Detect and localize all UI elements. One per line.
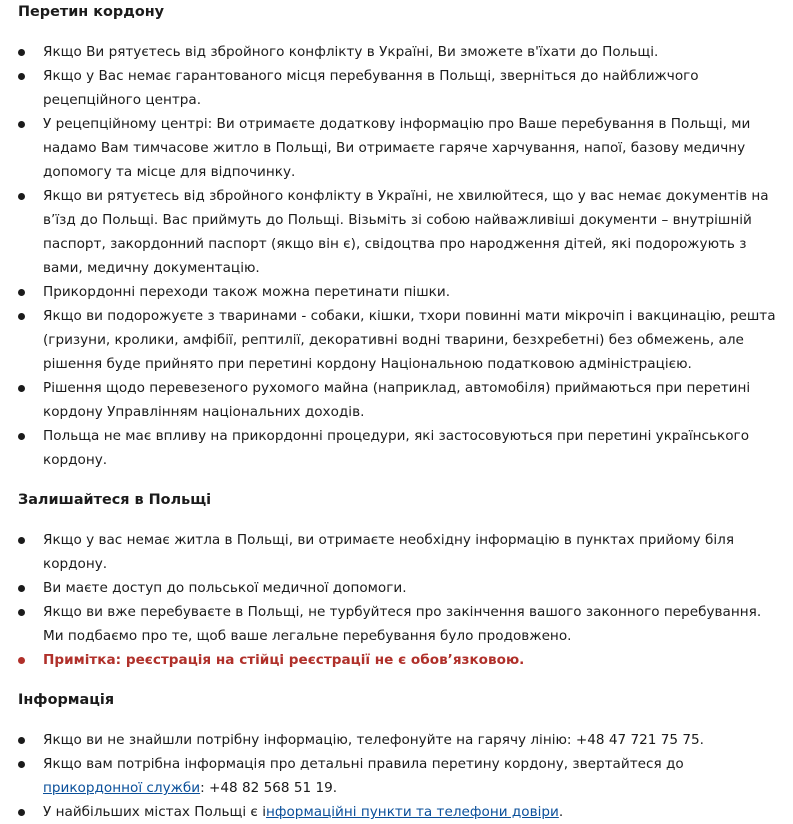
bullet-icon (18, 289, 25, 296)
list-item: Ви маєте доступ до польської медичної допомоги. (18, 576, 783, 600)
list-item: Рішення щодо перевезеного рухомого майна (наприклад, автомобіля) приймаються при перетині кордону Управлінням національних доходів. (18, 376, 783, 424)
stay-list (18, 528, 793, 672)
list-item: Якщо у вас немає житла в Польщі, ви отримаєте необхідну інформацію в пунктах прийому біля кордону. (18, 528, 783, 576)
heading-border-crossing: Перетин кордону (18, 4, 165, 20)
list-item: Якщо Ви рятуєтесь від збройного конфлікту в Україні, Ви зможете в'їхати до Польщі. (18, 40, 783, 64)
list-item (18, 752, 783, 800)
list-item: Якщо у Вас немає гарантованого місця перебування в Польщі, зверніться до найближчого рецепційного центра. (18, 64, 783, 112)
list-item (18, 800, 783, 824)
heading-stay-in-poland: Залишайтеся в Польщі (18, 492, 212, 508)
bullet-icon (18, 537, 25, 544)
list-item: Якщо ви не знайшли потрібну інформацію, телефонуйте на гарячу лінію: +48 47 721 75 75. (18, 728, 783, 752)
registration-note: Примітка: реєстрація на стійці реєстрації не є обов’язковою. (18, 648, 783, 672)
info-text: У найбільших містах Польщі є і (43, 804, 266, 820)
bullet-icon (18, 809, 25, 816)
border-crossing-list (18, 40, 793, 472)
bullet-icon (18, 121, 25, 128)
bullet-icon (18, 73, 25, 80)
bullet-icon (18, 585, 25, 592)
information-list (18, 728, 793, 824)
list-item: У рецепційному центрі: Ви отримаєте додаткову інформацію про Ваше перебування в Польщі, ми надамо Вам тимчасове житло в Польщі, Ви отримаєте гаряче харчування, напої, базову медичну допомогу та місце для відпочинку. (18, 112, 783, 184)
list-item: Польща не має впливу на прикордонні процедури, які застосовуються при перетині українського кордону. (18, 424, 783, 472)
heading-information: Інформація (18, 692, 115, 708)
bullet-icon (18, 657, 25, 664)
bullet-icon (18, 609, 25, 616)
list-item: Прикордонні переходи також можна перетинати пішки. (18, 280, 783, 304)
bullet-icon (18, 313, 25, 320)
info-text: : +48 82 568 51 19. (200, 780, 338, 796)
bullet-icon (18, 761, 25, 768)
bullet-icon (18, 193, 25, 200)
list-item: Якщо ви подорожуєте з тваринами - собаки, кішки, тхори повинні мати мікрочіп і вакцинацію, решта (гризуни, кролики, амфібії, рептилії, декоративні водні тварини, безхребетні) без обмежень, але рішення буде прийнято при перетині кордону Національною податковою адміністрацією. (18, 304, 783, 376)
list-item: Якщо ви вже перебуваєте в Польщі, не турбуйтеся про закінчення вашого законного перебування. Ми подбаємо про те, щоб ваше легальне перебування було продовжено. (18, 600, 783, 648)
info-points-link[interactable]: нформаційні пункти та телефони довіри (265, 804, 559, 820)
bullet-icon (18, 433, 25, 440)
border-guard-link[interactable]: прикордонної служби (43, 780, 201, 796)
list-item: Якщо ви рятуєтесь від збройного конфлікту в Україні, не хвилюйтеся, що у вас немає документів на в’їзд до Польщі. Вас приймуть до Польщі. Візьміть зі собою найважливіші документи – внутрішній паспорт, закордонний паспорт (якщо він є), свідоцтва про народження дітей, які подорожують з вами, медичну документацію. (18, 184, 783, 280)
info-text: . (558, 804, 564, 820)
bullet-icon (18, 385, 25, 392)
bullet-icon (18, 737, 25, 744)
bullet-icon (18, 49, 25, 56)
info-text: Якщо вам потрібна інформація про детальні правила перетину кордону, звертайтеся до (43, 756, 684, 772)
